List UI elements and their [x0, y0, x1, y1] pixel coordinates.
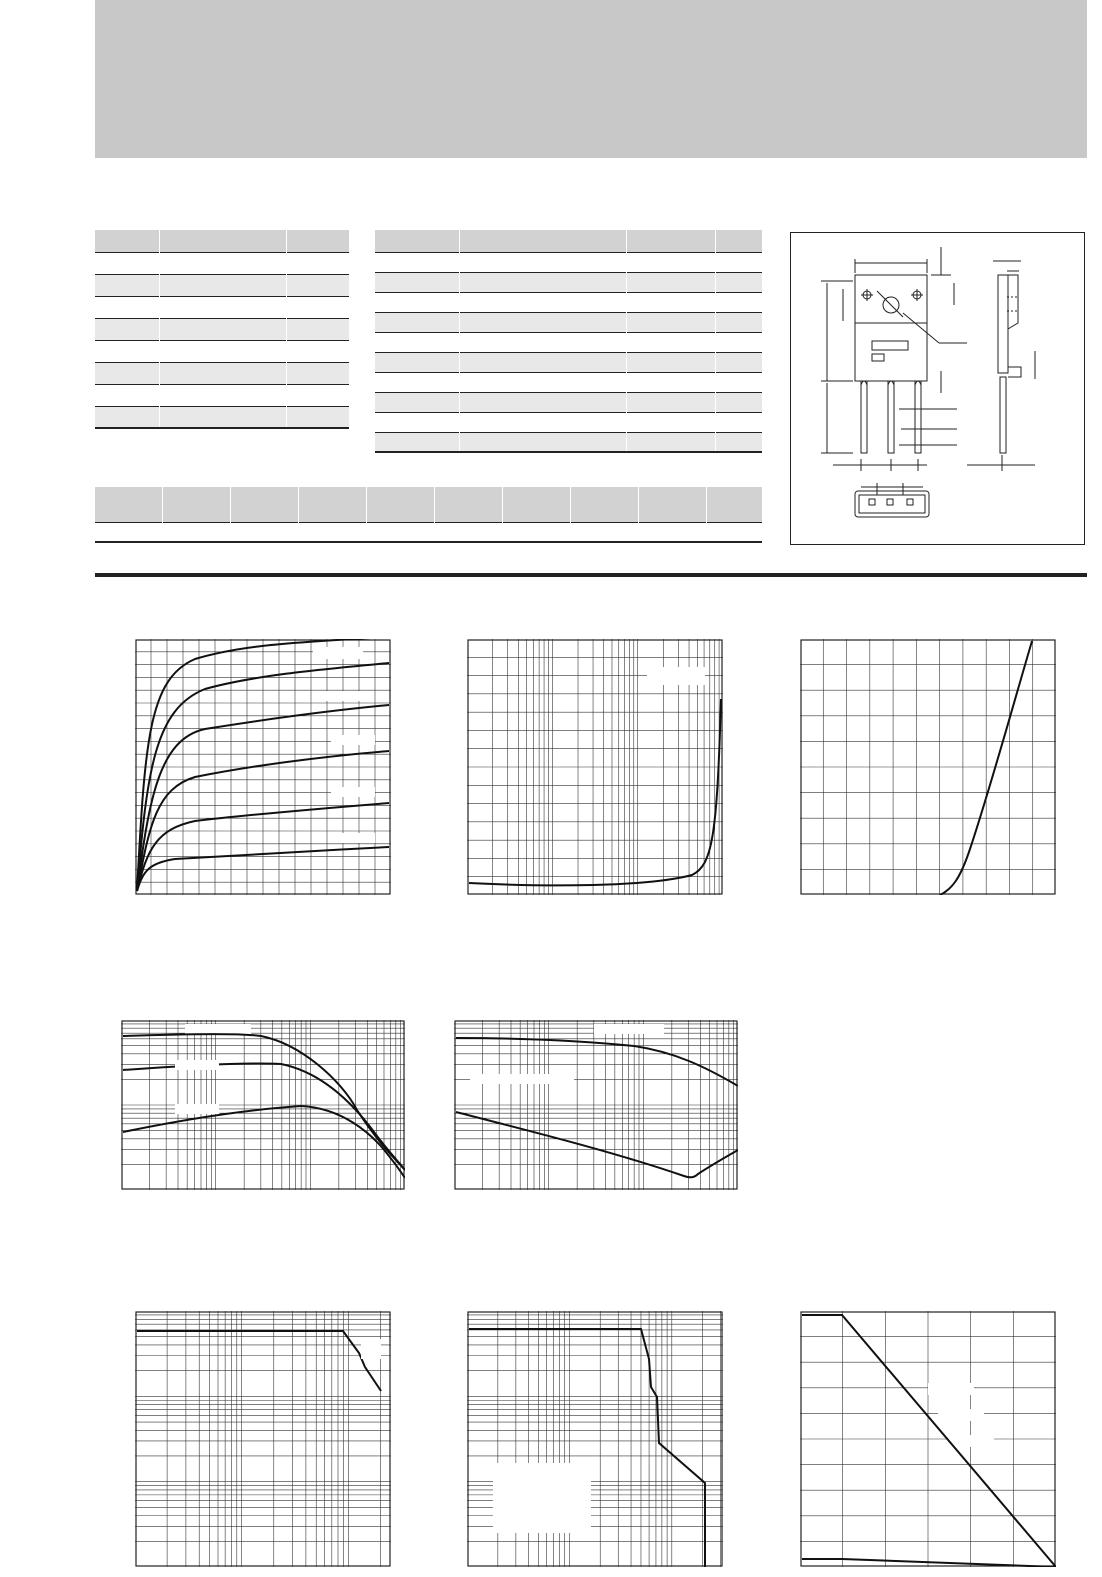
soa-gridlines — [135, 1311, 391, 1567]
vce-sat-curve — [469, 699, 721, 885]
hfe-ic-characteristics-graph — [121, 1020, 405, 1190]
reverse-bias-soa-graph — [467, 1311, 723, 1567]
section-divider — [95, 573, 1087, 577]
ic-vbe-gridlines — [800, 639, 1056, 895]
to3p-package-outline-icon — [791, 233, 1084, 544]
electrical-characteristics-table — [375, 230, 762, 453]
ic-vce-characteristics-graph — [135, 639, 391, 895]
switching-time-characteristics-graph — [454, 1020, 738, 1190]
pc-ta-gridlines — [800, 1311, 1056, 1567]
ic-vbe-characteristics-graph — [800, 639, 1056, 895]
safe-operating-area-graph — [135, 1311, 391, 1567]
pc-ta-derating-curve — [802, 1315, 1056, 1567]
header-band — [95, 0, 1087, 158]
switching-time-curve-2 — [456, 1112, 738, 1177]
soa-boundary-curve — [137, 1331, 381, 1391]
package-outline-frame — [790, 232, 1085, 545]
vce-sat-ib-characteristics-graph — [467, 639, 723, 895]
hfe-rank-table — [95, 487, 762, 543]
hfe-ic-gridlines — [121, 1020, 405, 1190]
switching-time-gridlines — [454, 1020, 738, 1190]
absolute-maximum-ratings-table — [95, 230, 349, 429]
pc-ta-derating-graph — [800, 1311, 1056, 1567]
